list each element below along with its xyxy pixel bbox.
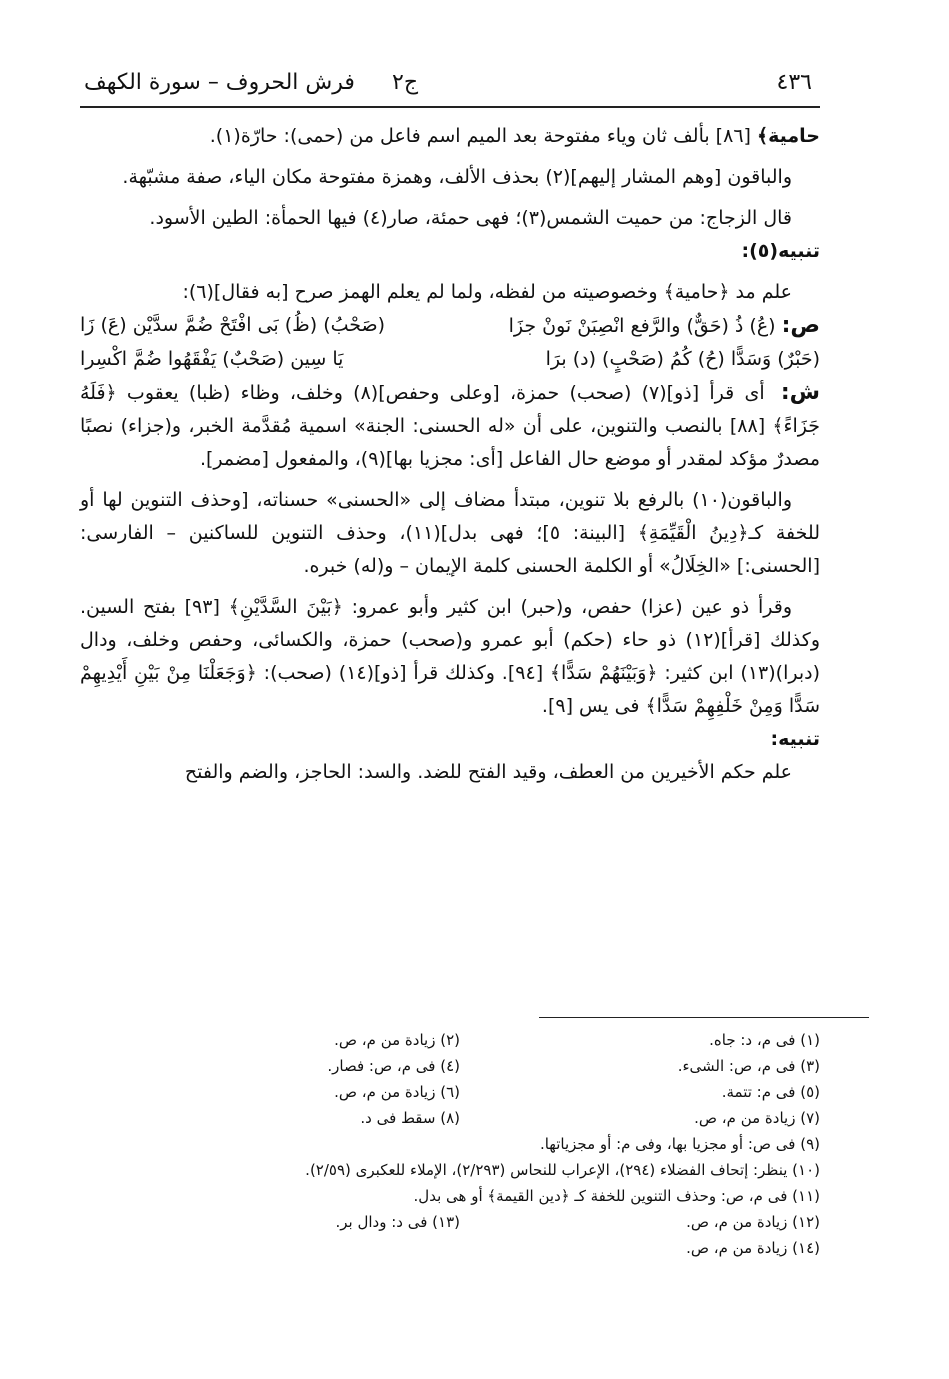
verse-2-left: يَا سِين (صَحْبٌ) يَفْقَهُوا ضُمَّ اكْسِرا: [80, 348, 344, 370]
paragraph-8: علم حكم الأخيرين من العطف، وقيد الفتح للضد. والسد: الحاجز، والضم والفتح: [184, 761, 792, 783]
footnote-row: [80, 1131, 820, 1157]
footnote-6: (٦) زيادة من م، ص.: [334, 1083, 460, 1101]
running-header: [80, 62, 820, 108]
footnote-4: (٤) فى م، ص: فصار.: [327, 1057, 460, 1075]
footnotes: [80, 1027, 820, 1261]
footnote-9: (٩) فى ص: أو مجزيا بها، وفى م: أو مجزياتها.: [539, 1135, 820, 1153]
footnote-2: (٢) زيادة من م، ص.: [334, 1031, 460, 1049]
footnote-8: (٨) سقط فى د.: [360, 1109, 460, 1127]
footnote-row: [80, 1235, 820, 1261]
verse-line-1: [80, 309, 820, 343]
footnote-13: (١٣) فى د: ودال بر.: [335, 1213, 460, 1231]
verse-line-2: [80, 343, 820, 376]
heading-tanbih-1: تنبيه(٥):: [741, 240, 820, 262]
paragraph-6: والباقون(١٠) بالرفع بلا تنوين، مبتدأ مضاف إلى «الحسنى» حسناته، [وحذف التنوين لها أو للخفة كـ﴿دِينُ الْقَيِّمَةِ﴾ [البينة: ٥]؛ فهى بدل](١١)، وحذف التنوين للساكنين – الفارسى: [الحسنى:] «الخِلَالُ» أو الكلمة الحسنى كلمة الإيمان – و(له) خبره.: [80, 489, 821, 577]
footnote-rule: [539, 1017, 869, 1018]
verse-2-right: (حَبْرٌ) وَسَدًّا (حُ) كُمُ (صَحْبٍ) (د) برَا: [545, 348, 820, 370]
footnote-14: (١٤) زيادة من م، ص.: [686, 1239, 820, 1257]
paragraph-2: والباقون [وهم المشار إليهم](٢) بحذف الألف، وهمزة مفتوحة مكان الياء، صفة مشبّهة.: [122, 166, 792, 188]
commentary-marker: ش:: [780, 380, 820, 405]
quran-word-hamiya: حامية﴾: [756, 125, 820, 147]
volume-label: ج٢: [392, 70, 419, 95]
footnote-10: (١٠) ينظر: إتحاف الفضلاء (٢٩٤)، الإعراب للنحاس (٢/٢٩٣)، الإملاء للعكبرى (٢/٥٩).: [305, 1161, 820, 1179]
footnote-row: [80, 1183, 820, 1209]
footnote-1: (١) فى م، د: جاه.: [709, 1031, 820, 1049]
verse-1-left: (صَحْبُ) (ظُ) بَى افْتَحْ ضُمَّ سدَّيْن (عَ) زَا: [80, 314, 386, 336]
paragraph-7: وقرأ ذو عين (عزا) حفص، و(حبر) ابن كثير وأبو عمرو: ﴿بَيْنَ السَّدَّيْنِ﴾ [٩٣] بفتح السين. وكذلك [قرأ](١٢) ذو حاء (حكم) أبو عمرو و(صحب) حمزة، والكسائى، وحفص وخلف، ودال (دبرا)(١٣) ابن كثير: ﴿وَبَيْنَهُمْ سَدًّا﴾ [٩٤]. وكذلك قرأ [ذو](١٤) (صحب): ﴿وَجَعَلْنَا مِنْ بَيْنِ أَيْدِيهِمْ سَدًّا وَمِنْ خَلْفِهِمْ سَدًّا﴾ فى يس [٩].: [80, 596, 820, 717]
footnote-row: [80, 1209, 820, 1235]
footnote-row: [80, 1079, 820, 1105]
footnote-row: [80, 1027, 820, 1053]
verse-1-right: (عُ) ذُ (حَقٌّ) والرَّفع انْصِبَنْ نَونْ جزَا: [508, 315, 776, 337]
page-number: ٤٣٦: [776, 70, 812, 95]
footnote-5: (٥) فى م: تتمة.: [721, 1083, 820, 1101]
footnote-12: (١٢) زيادة من م، ص.: [686, 1213, 820, 1231]
paragraph-4: علم مد ﴿حامية﴾ وخصوصيته من لفظه، ولما لم يعلم الهمز صرح [به فقال](٦):: [182, 281, 792, 303]
paragraph-5: ش: أى قرأ [ذو](٧) (صحب) حمزة، [وعلى وحفص](٨) وخلف، وظاء (ظبا) يعقوب ﴿فَلَهُ جَزَاءً﴾ [٨٨] بالنصب والتنوين، على أن «له الحسنى: الجنة» اسمية مُقدَّمة الخبر، و(جزاء) نصبًا مصدرٌ مؤكد لمقدر أو موضع حال الفاعل [أى: مجزيا بها](٩)، والمفعول [مضمر].: [80, 380, 820, 470]
footnote-7: (٧) زيادة من م، ص.: [694, 1109, 820, 1127]
paragraph-1: حامية﴾ [٨٦] بألف ثان وياء مفتوحة بعد الميم اسم فاعل من (حمى): حارّة(١).: [209, 125, 820, 147]
chapter-title: فرش الحروف – سورة الكهف: [84, 70, 355, 95]
footnote-row: [80, 1053, 820, 1079]
heading-tanbih-2: تنبيه:: [770, 728, 820, 750]
footnote-3: (٣) فى م، ص: الشىء.: [677, 1057, 820, 1075]
verse-marker: ص:: [781, 313, 820, 338]
footnote-11: (١١) فى م، ص: وحذف التنوين للخفة كـ ﴿دين القيمة﴾ أو هى بدل.: [413, 1187, 820, 1205]
footnote-row: [80, 1157, 820, 1183]
paragraph-3: قال الزجاج: من حميت الشمس(٣)؛ فهى حمئة، صار(٤) فيها الحمأة: الطين الأسود.: [149, 207, 792, 229]
footnote-row: [80, 1105, 820, 1131]
header-rule: [80, 106, 820, 108]
main-text: [80, 120, 820, 789]
